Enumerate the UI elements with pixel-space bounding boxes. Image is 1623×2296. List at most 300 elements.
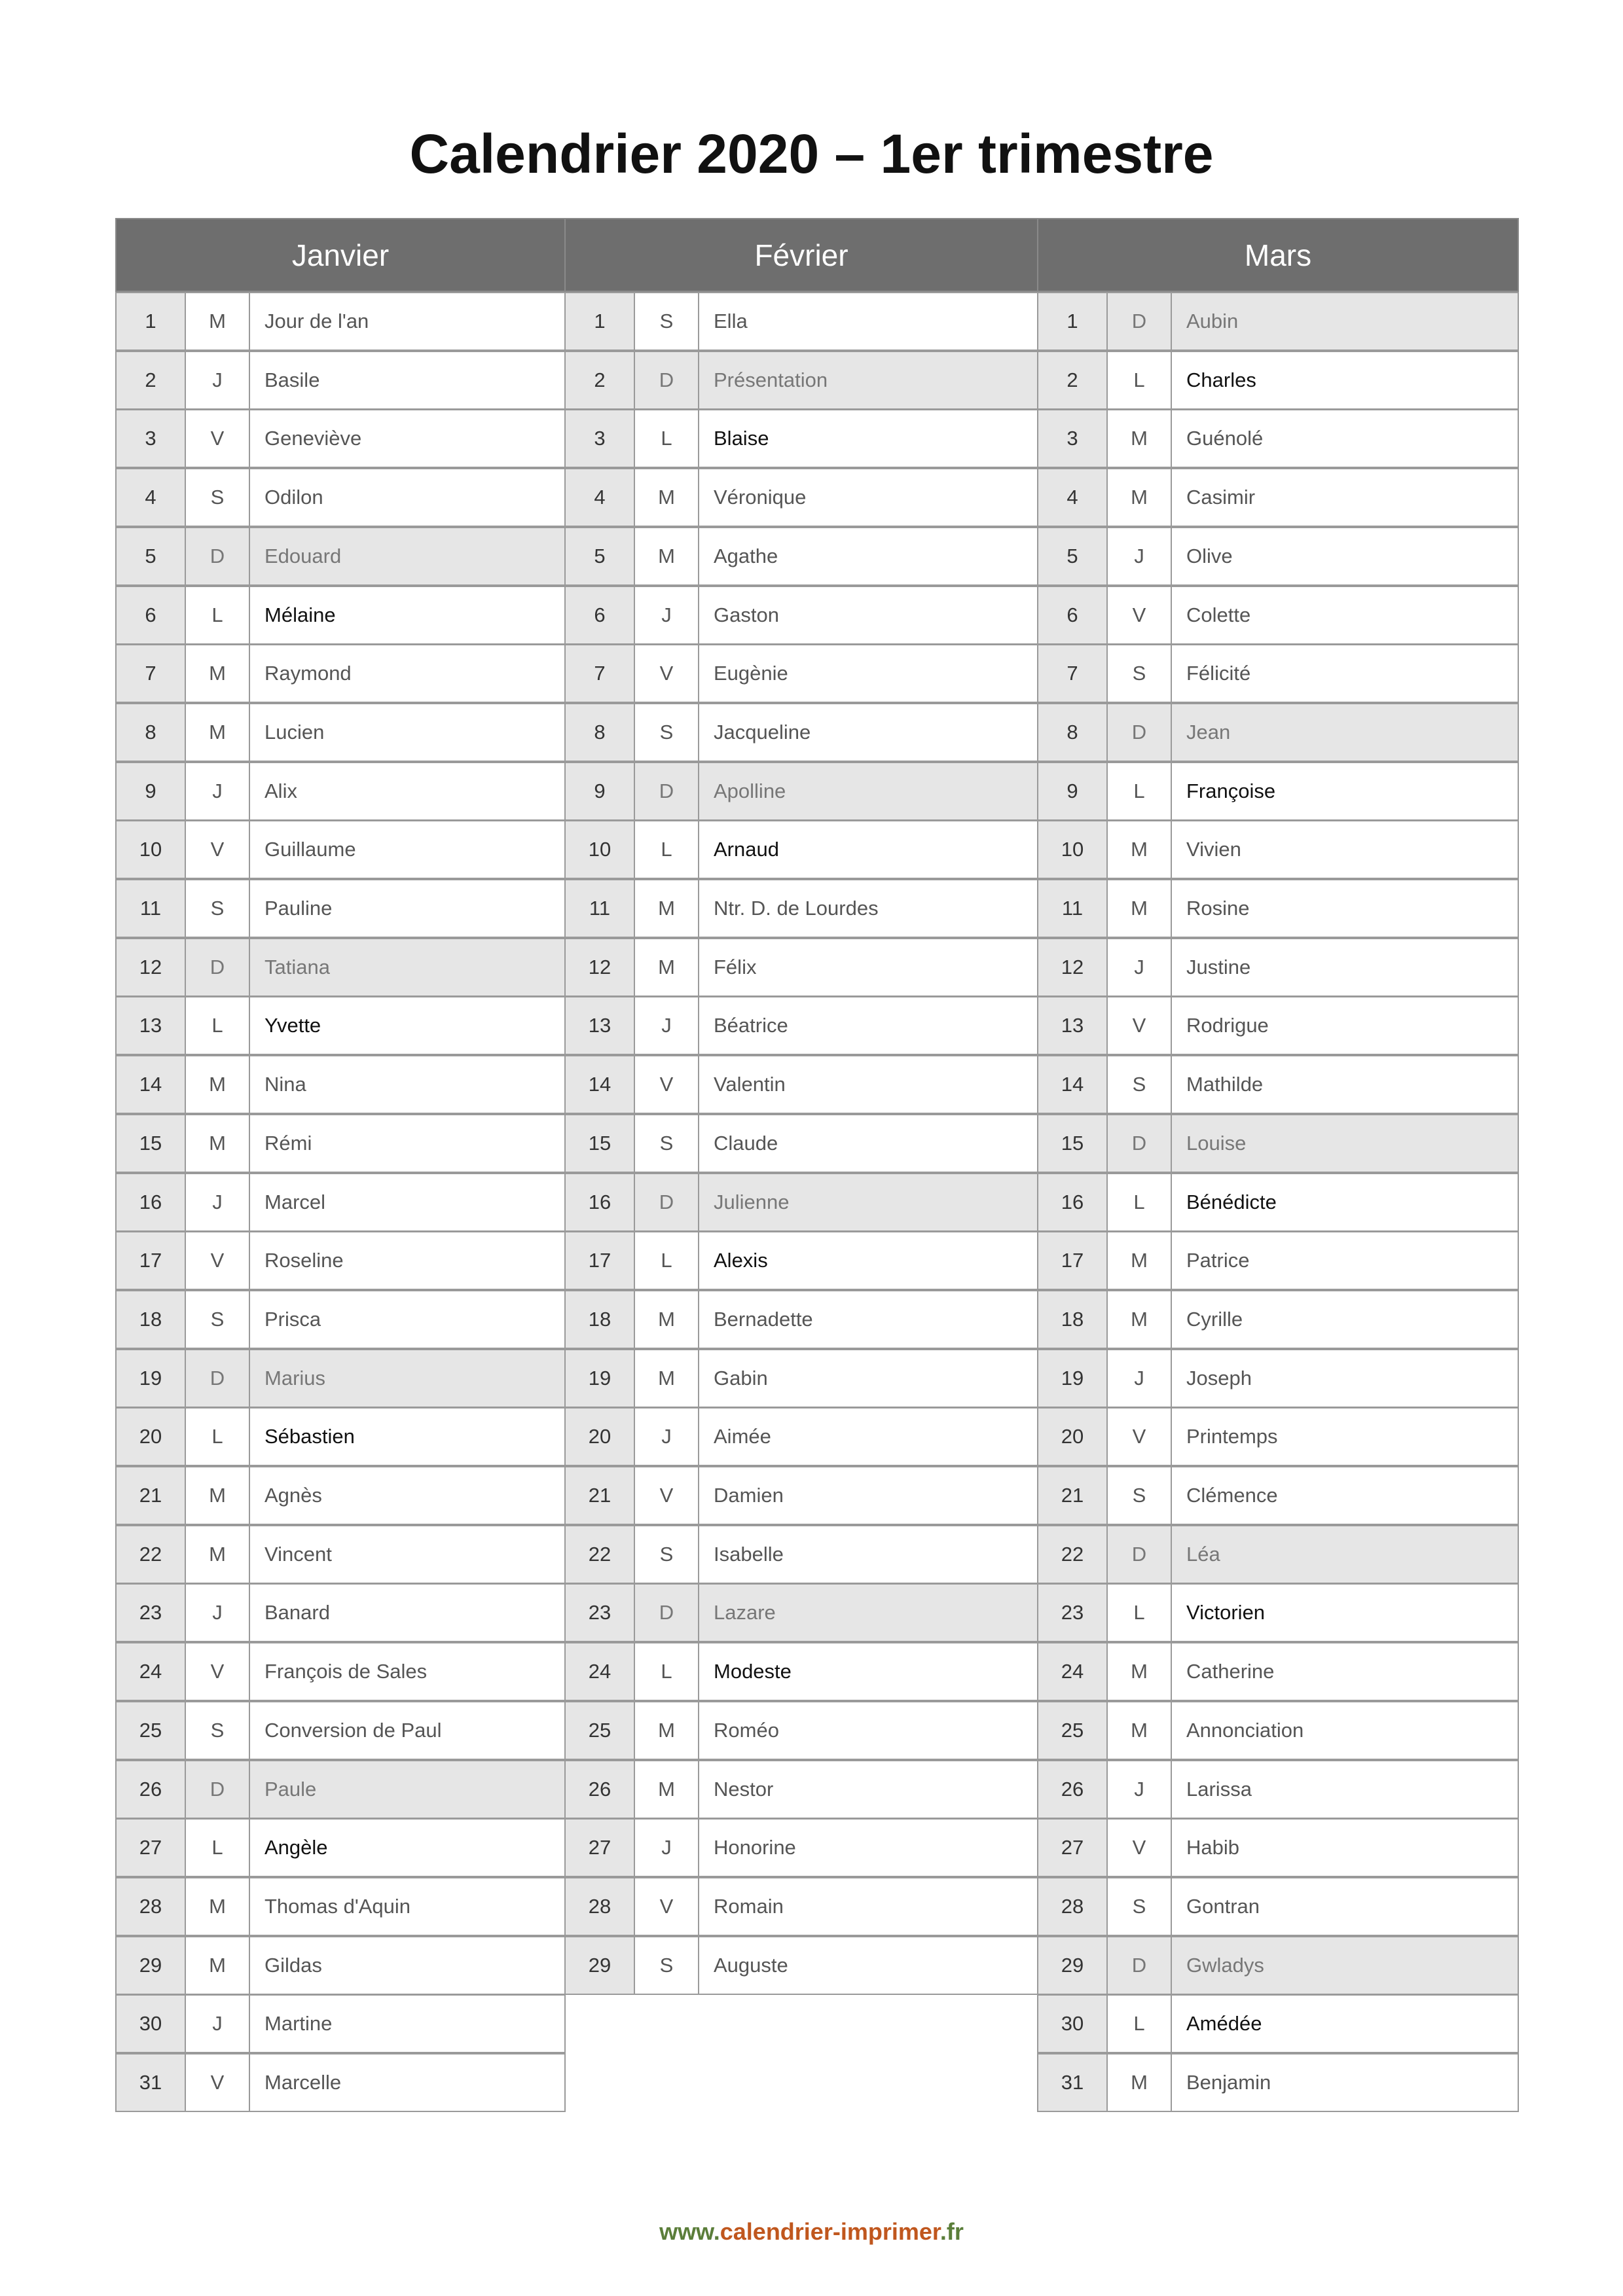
saint-name: Basile bbox=[249, 351, 566, 410]
day-row bbox=[1037, 820, 1519, 879]
day-row bbox=[1037, 938, 1519, 997]
day-number: 24 bbox=[115, 1642, 186, 1701]
day-of-week: M bbox=[634, 938, 699, 997]
saint-name: Patrice bbox=[1171, 1231, 1519, 1290]
saint-name: Ella bbox=[698, 292, 1038, 351]
saint-name: Colette bbox=[1171, 586, 1519, 645]
day-of-week: J bbox=[1106, 1349, 1172, 1408]
day-of-week: M bbox=[185, 292, 250, 351]
day-row bbox=[115, 644, 566, 703]
day-row bbox=[115, 1701, 566, 1760]
day-number: 22 bbox=[115, 1525, 186, 1584]
day-row bbox=[115, 1877, 566, 1936]
day-of-week: D bbox=[1106, 703, 1172, 762]
day-row bbox=[115, 1994, 566, 2053]
day-number: 21 bbox=[115, 1466, 186, 1525]
day-of-week: D bbox=[185, 527, 250, 586]
saint-name: Ntr. D. de Lourdes bbox=[698, 879, 1038, 938]
day-number: 9 bbox=[564, 762, 635, 821]
day-number: 11 bbox=[115, 879, 186, 938]
day-row bbox=[564, 586, 1038, 645]
saint-name: Guillaume bbox=[249, 820, 566, 879]
saint-name: Romain bbox=[698, 1877, 1038, 1936]
day-row bbox=[564, 1466, 1038, 1525]
day-of-week: S bbox=[185, 1290, 250, 1349]
saint-name: Gildas bbox=[249, 1936, 566, 1995]
day-row bbox=[115, 703, 566, 762]
saint-name: Jean bbox=[1171, 703, 1519, 762]
saint-name: Félicité bbox=[1171, 644, 1519, 703]
day-of-week: D bbox=[1106, 1114, 1172, 1173]
saint-name: François de Sales bbox=[249, 1642, 566, 1701]
day-row bbox=[1037, 1466, 1519, 1525]
day-row bbox=[564, 938, 1038, 997]
saint-name: Damien bbox=[698, 1466, 1038, 1525]
saint-name: Bernadette bbox=[698, 1290, 1038, 1349]
day-of-week: J bbox=[185, 1994, 250, 2053]
saint-name: Julienne bbox=[698, 1173, 1038, 1232]
day-number: 25 bbox=[564, 1701, 635, 1760]
saint-name: Véronique bbox=[698, 468, 1038, 527]
day-of-week: J bbox=[1106, 1760, 1172, 1819]
day-number: 26 bbox=[564, 1760, 635, 1819]
day-of-week: J bbox=[185, 762, 250, 821]
day-of-week: D bbox=[1106, 1936, 1172, 1995]
saint-name: Justine bbox=[1171, 938, 1519, 997]
day-number: 4 bbox=[1037, 468, 1108, 527]
day-row bbox=[564, 996, 1038, 1055]
day-number: 21 bbox=[564, 1466, 635, 1525]
day-row bbox=[564, 1583, 1038, 1642]
day-number: 22 bbox=[564, 1525, 635, 1584]
day-number: 15 bbox=[1037, 1114, 1108, 1173]
day-of-week: M bbox=[1106, 1701, 1172, 1760]
day-row bbox=[115, 1173, 566, 1232]
month-header-janvier: Janvier bbox=[115, 218, 566, 292]
saint-name: Catherine bbox=[1171, 1642, 1519, 1701]
day-number: 28 bbox=[1037, 1877, 1108, 1936]
day-of-week: M bbox=[1106, 1642, 1172, 1701]
day-row bbox=[564, 1877, 1038, 1936]
day-row bbox=[1037, 879, 1519, 938]
saint-name: Léa bbox=[1171, 1525, 1519, 1584]
saint-name: Honorine bbox=[698, 1818, 1038, 1877]
day-row bbox=[1037, 468, 1519, 527]
day-of-week: M bbox=[1106, 409, 1172, 468]
day-of-week: S bbox=[634, 1936, 699, 1995]
saint-name: Mélaine bbox=[249, 586, 566, 645]
day-number: 5 bbox=[564, 527, 635, 586]
day-of-week: D bbox=[634, 351, 699, 410]
day-row bbox=[1037, 351, 1519, 410]
day-number: 10 bbox=[115, 820, 186, 879]
day-row bbox=[115, 996, 566, 1055]
day-row bbox=[1037, 409, 1519, 468]
day-row bbox=[1037, 1994, 1519, 2053]
day-of-week: M bbox=[634, 879, 699, 938]
saint-name: Mathilde bbox=[1171, 1055, 1519, 1114]
day-number: 19 bbox=[1037, 1349, 1108, 1408]
day-row bbox=[1037, 644, 1519, 703]
day-number: 24 bbox=[564, 1642, 635, 1701]
day-row bbox=[1037, 1173, 1519, 1232]
saint-name: Roméo bbox=[698, 1701, 1038, 1760]
day-row bbox=[115, 1407, 566, 1466]
day-row bbox=[115, 1055, 566, 1114]
day-number: 26 bbox=[1037, 1760, 1108, 1819]
day-number: 7 bbox=[564, 644, 635, 703]
day-of-week: S bbox=[1106, 1466, 1172, 1525]
day-row bbox=[115, 1231, 566, 1290]
saint-name: Habib bbox=[1171, 1818, 1519, 1877]
day-row bbox=[564, 409, 1038, 468]
day-row bbox=[1037, 1055, 1519, 1114]
saint-name: Joseph bbox=[1171, 1349, 1519, 1408]
day-row bbox=[564, 351, 1038, 410]
saint-name: Valentin bbox=[698, 1055, 1038, 1114]
day-row bbox=[564, 1525, 1038, 1584]
day-of-week: D bbox=[1106, 1525, 1172, 1584]
day-row bbox=[564, 1290, 1038, 1349]
day-of-week: J bbox=[185, 1173, 250, 1232]
day-of-week: J bbox=[1106, 527, 1172, 586]
saint-name: Benjamin bbox=[1171, 2053, 1519, 2112]
saint-name: Raymond bbox=[249, 644, 566, 703]
day-row bbox=[564, 527, 1038, 586]
footer-site-name: calendrier-imprimer bbox=[720, 2218, 940, 2245]
page-title: Calendrier 2020 – 1er trimestre bbox=[409, 123, 1214, 185]
day-of-week: L bbox=[634, 1642, 699, 1701]
day-number: 1 bbox=[115, 292, 186, 351]
day-number: 4 bbox=[564, 468, 635, 527]
day-of-week: D bbox=[185, 1349, 250, 1408]
day-of-week: V bbox=[1106, 1818, 1172, 1877]
day-row bbox=[1037, 1818, 1519, 1877]
day-row bbox=[1037, 762, 1519, 821]
day-number: 14 bbox=[564, 1055, 635, 1114]
day-row bbox=[564, 644, 1038, 703]
day-of-week: J bbox=[634, 1407, 699, 1466]
day-number: 13 bbox=[1037, 996, 1108, 1055]
day-row bbox=[1037, 2053, 1519, 2112]
day-of-week: J bbox=[634, 996, 699, 1055]
day-number: 20 bbox=[564, 1407, 635, 1466]
day-number: 15 bbox=[115, 1114, 186, 1173]
day-of-week: J bbox=[634, 1818, 699, 1877]
saint-name: Vincent bbox=[249, 1525, 566, 1584]
day-row bbox=[115, 409, 566, 468]
saint-name: Bénédicte bbox=[1171, 1173, 1519, 1232]
day-row bbox=[115, 1525, 566, 1584]
saint-name: Tatiana bbox=[249, 938, 566, 997]
day-of-week: D bbox=[185, 938, 250, 997]
day-row bbox=[1037, 1760, 1519, 1819]
day-of-week: L bbox=[634, 1231, 699, 1290]
day-row bbox=[115, 292, 566, 351]
saint-name: Françoise bbox=[1171, 762, 1519, 821]
day-of-week: M bbox=[634, 1701, 699, 1760]
saint-name: Gaston bbox=[698, 586, 1038, 645]
day-number: 23 bbox=[1037, 1583, 1108, 1642]
day-number: 27 bbox=[564, 1818, 635, 1877]
saint-name: Marius bbox=[249, 1349, 566, 1408]
saint-name: Charles bbox=[1171, 351, 1519, 410]
day-number: 23 bbox=[564, 1583, 635, 1642]
day-of-week: M bbox=[1106, 1290, 1172, 1349]
saint-name: Marcel bbox=[249, 1173, 566, 1232]
day-of-week: S bbox=[634, 292, 699, 351]
day-row bbox=[1037, 586, 1519, 645]
day-of-week: M bbox=[1106, 879, 1172, 938]
day-of-week: V bbox=[185, 1642, 250, 1701]
day-of-week: L bbox=[185, 996, 250, 1055]
day-row bbox=[564, 1055, 1038, 1114]
day-number: 29 bbox=[1037, 1936, 1108, 1995]
day-row bbox=[564, 1231, 1038, 1290]
saint-name: Présentation bbox=[698, 351, 1038, 410]
saint-name: Gabin bbox=[698, 1349, 1038, 1408]
saint-name: Larissa bbox=[1171, 1760, 1519, 1819]
day-row bbox=[115, 1818, 566, 1877]
day-row bbox=[115, 1290, 566, 1349]
day-of-week: M bbox=[1106, 468, 1172, 527]
day-row bbox=[115, 1114, 566, 1173]
day-number: 16 bbox=[1037, 1173, 1108, 1232]
day-row bbox=[115, 1466, 566, 1525]
day-row bbox=[564, 1114, 1038, 1173]
day-of-week: M bbox=[185, 1114, 250, 1173]
saint-name: Aubin bbox=[1171, 292, 1519, 351]
day-number: 29 bbox=[564, 1936, 635, 1995]
saint-name: Blaise bbox=[698, 409, 1038, 468]
day-row bbox=[1037, 1642, 1519, 1701]
day-row bbox=[1037, 1525, 1519, 1584]
day-number: 18 bbox=[564, 1290, 635, 1349]
day-of-week: M bbox=[185, 644, 250, 703]
day-of-week: M bbox=[185, 1055, 250, 1114]
day-number: 8 bbox=[564, 703, 635, 762]
day-number: 9 bbox=[115, 762, 186, 821]
saint-name: Arnaud bbox=[698, 820, 1038, 879]
saint-name: Agathe bbox=[698, 527, 1038, 586]
day-of-week: V bbox=[634, 1055, 699, 1114]
saint-name: Amédée bbox=[1171, 1994, 1519, 2053]
day-number: 31 bbox=[1037, 2053, 1108, 2112]
saint-name: Isabelle bbox=[698, 1525, 1038, 1584]
saint-name: Louise bbox=[1171, 1114, 1519, 1173]
saint-name: Conversion de Paul bbox=[249, 1701, 566, 1760]
day-row bbox=[1037, 703, 1519, 762]
day-row bbox=[564, 1349, 1038, 1408]
day-row bbox=[1037, 1231, 1519, 1290]
day-of-week: M bbox=[634, 1290, 699, 1349]
day-of-week: L bbox=[1106, 1994, 1172, 2053]
day-of-week: M bbox=[634, 527, 699, 586]
day-row bbox=[564, 292, 1038, 351]
day-number: 20 bbox=[115, 1407, 186, 1466]
day-number: 24 bbox=[1037, 1642, 1108, 1701]
footer-www: www. bbox=[659, 2218, 720, 2245]
day-of-week: J bbox=[1106, 938, 1172, 997]
saint-name: Prisca bbox=[249, 1290, 566, 1349]
saint-name: Martine bbox=[249, 1994, 566, 2053]
saint-name: Agnès bbox=[249, 1466, 566, 1525]
day-number: 17 bbox=[1037, 1231, 1108, 1290]
day-row bbox=[115, 1642, 566, 1701]
day-number: 3 bbox=[115, 409, 186, 468]
saint-name: Odilon bbox=[249, 468, 566, 527]
saint-name: Béatrice bbox=[698, 996, 1038, 1055]
day-row bbox=[1037, 527, 1519, 586]
day-number: 9 bbox=[1037, 762, 1108, 821]
saint-name: Gwladys bbox=[1171, 1936, 1519, 1995]
day-of-week: V bbox=[634, 644, 699, 703]
day-number: 12 bbox=[564, 938, 635, 997]
day-of-week: S bbox=[185, 879, 250, 938]
saint-name: Roseline bbox=[249, 1231, 566, 1290]
day-number: 12 bbox=[115, 938, 186, 997]
day-row bbox=[564, 1760, 1038, 1819]
day-row bbox=[1037, 1701, 1519, 1760]
day-of-week: M bbox=[185, 1877, 250, 1936]
day-number: 11 bbox=[564, 879, 635, 938]
day-of-week: S bbox=[634, 703, 699, 762]
day-row bbox=[115, 762, 566, 821]
day-of-week: S bbox=[634, 1525, 699, 1584]
day-number: 2 bbox=[115, 351, 186, 410]
day-of-week: L bbox=[185, 1818, 250, 1877]
saint-name: Victorien bbox=[1171, 1583, 1519, 1642]
day-number: 2 bbox=[564, 351, 635, 410]
saint-name: Olive bbox=[1171, 527, 1519, 586]
day-of-week: L bbox=[1106, 1583, 1172, 1642]
day-row bbox=[564, 1642, 1038, 1701]
saint-name: Claude bbox=[698, 1114, 1038, 1173]
day-row bbox=[115, 1583, 566, 1642]
day-row bbox=[564, 1818, 1038, 1877]
day-of-week: D bbox=[634, 1173, 699, 1232]
day-row bbox=[1037, 1877, 1519, 1936]
day-row bbox=[1037, 1349, 1519, 1408]
day-number: 5 bbox=[115, 527, 186, 586]
day-number: 3 bbox=[564, 409, 635, 468]
day-number: 19 bbox=[564, 1349, 635, 1408]
day-of-week: V bbox=[634, 1877, 699, 1936]
day-row bbox=[115, 2053, 566, 2112]
day-of-week: D bbox=[1106, 292, 1172, 351]
day-of-week: V bbox=[1106, 1407, 1172, 1466]
day-of-week: L bbox=[634, 409, 699, 468]
day-of-week: M bbox=[185, 1936, 250, 1995]
day-row bbox=[1037, 1290, 1519, 1349]
day-number: 18 bbox=[115, 1290, 186, 1349]
day-row bbox=[564, 468, 1038, 527]
day-number: 20 bbox=[1037, 1407, 1108, 1466]
day-row bbox=[1037, 1583, 1519, 1642]
day-number: 6 bbox=[115, 586, 186, 645]
saint-name: Yvette bbox=[249, 996, 566, 1055]
saint-name: Marcelle bbox=[249, 2053, 566, 2112]
day-row bbox=[1037, 1936, 1519, 1995]
day-number: 18 bbox=[1037, 1290, 1108, 1349]
day-row bbox=[564, 1936, 1038, 1995]
day-of-week: S bbox=[634, 1114, 699, 1173]
day-number: 21 bbox=[1037, 1466, 1108, 1525]
day-of-week: V bbox=[185, 1231, 250, 1290]
day-number: 30 bbox=[115, 1994, 186, 2053]
saint-name: Aimée bbox=[698, 1407, 1038, 1466]
saint-name: Nestor bbox=[698, 1760, 1038, 1819]
day-of-week: D bbox=[634, 762, 699, 821]
day-row bbox=[564, 1407, 1038, 1466]
saint-name: Thomas d'Aquin bbox=[249, 1877, 566, 1936]
day-number: 11 bbox=[1037, 879, 1108, 938]
day-of-week: M bbox=[185, 1466, 250, 1525]
day-of-week: M bbox=[1106, 2053, 1172, 2112]
day-of-week: J bbox=[634, 586, 699, 645]
day-of-week: S bbox=[1106, 644, 1172, 703]
day-number: 25 bbox=[1037, 1701, 1108, 1760]
saint-name: Cyrille bbox=[1171, 1290, 1519, 1349]
saint-name: Sébastien bbox=[249, 1407, 566, 1466]
month-header-fevrier: Février bbox=[564, 218, 1038, 292]
day-row bbox=[115, 1349, 566, 1408]
saint-name: Angèle bbox=[249, 1818, 566, 1877]
day-of-week: L bbox=[1106, 351, 1172, 410]
saint-name: Printemps bbox=[1171, 1407, 1519, 1466]
day-row bbox=[1037, 1407, 1519, 1466]
saint-name: Auguste bbox=[698, 1936, 1038, 1995]
day-number: 10 bbox=[564, 820, 635, 879]
saint-name: Lucien bbox=[249, 703, 566, 762]
footer-tld: .fr bbox=[939, 2218, 964, 2245]
day-number: 28 bbox=[564, 1877, 635, 1936]
day-of-week: S bbox=[1106, 1877, 1172, 1936]
saint-name: Casimir bbox=[1171, 468, 1519, 527]
day-of-week: M bbox=[1106, 820, 1172, 879]
day-number: 16 bbox=[115, 1173, 186, 1232]
day-of-week: L bbox=[1106, 1173, 1172, 1232]
day-number: 7 bbox=[1037, 644, 1108, 703]
day-row bbox=[564, 703, 1038, 762]
day-number: 2 bbox=[1037, 351, 1108, 410]
day-of-week: M bbox=[634, 1349, 699, 1408]
saint-name: Vivien bbox=[1171, 820, 1519, 879]
day-row bbox=[115, 1760, 566, 1819]
day-of-week: D bbox=[185, 1760, 250, 1819]
day-of-week: L bbox=[634, 820, 699, 879]
day-of-week: J bbox=[185, 1583, 250, 1642]
day-of-week: S bbox=[185, 1701, 250, 1760]
day-row bbox=[115, 1936, 566, 1995]
day-number: 27 bbox=[1037, 1818, 1108, 1877]
day-of-week: M bbox=[634, 468, 699, 527]
saint-name: Paule bbox=[249, 1760, 566, 1819]
day-row bbox=[1037, 292, 1519, 351]
saint-name: Alix bbox=[249, 762, 566, 821]
month-header-mars: Mars bbox=[1037, 218, 1519, 292]
day-number: 16 bbox=[564, 1173, 635, 1232]
day-number: 5 bbox=[1037, 527, 1108, 586]
day-number: 31 bbox=[115, 2053, 186, 2112]
day-number: 10 bbox=[1037, 820, 1108, 879]
saint-name: Lazare bbox=[698, 1583, 1038, 1642]
day-row bbox=[564, 1173, 1038, 1232]
day-number: 19 bbox=[115, 1349, 186, 1408]
day-row bbox=[115, 351, 566, 410]
saint-name: Guénolé bbox=[1171, 409, 1519, 468]
saint-name: Apolline bbox=[698, 762, 1038, 821]
